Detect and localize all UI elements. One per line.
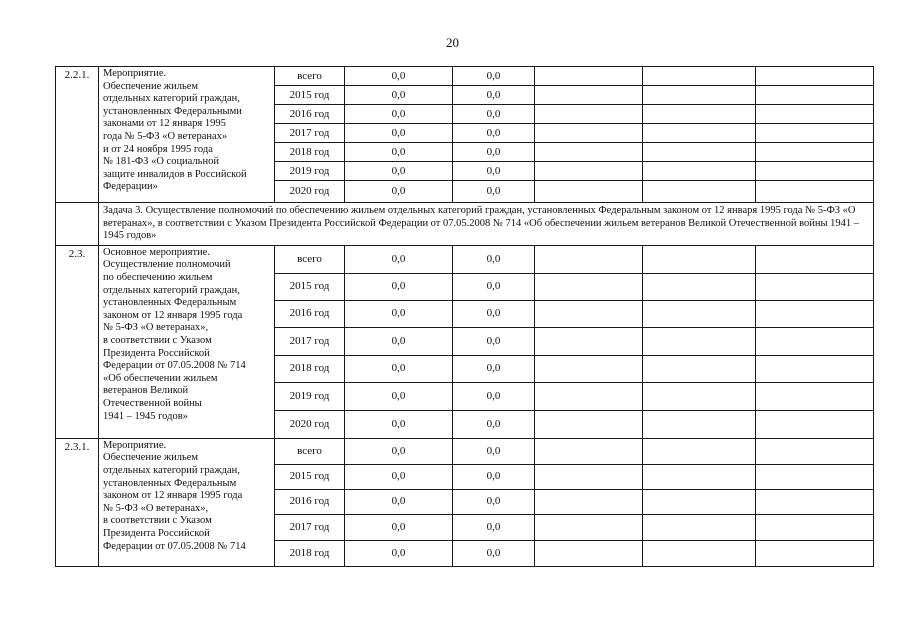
value-cell-2: 0,0 [453, 382, 535, 410]
empty-cell [535, 489, 643, 514]
empty-cell [756, 124, 874, 143]
empty-cell [756, 410, 874, 438]
value-cell-1: 0,0 [345, 86, 453, 105]
value-cell-1: 0,0 [345, 382, 453, 410]
empty-cell [643, 86, 756, 105]
value-cell-1: 0,0 [345, 540, 453, 566]
empty-cell [643, 124, 756, 143]
item-description: Основное мероприятие. Осуществление полномочий по обеспечению жильем отдельных категорий граждан, установленных Федеральным законом от 12 января 1995 года № 5-ФЗ «О ветеранах», в соответствии с Указом Президента Российской Федерации от 07.05.2008 № 714 «Об обеспечении жильем ветеранов Великой Отечественной войны 1941 – 1945 годов» [99, 245, 275, 438]
value-cell-2: 0,0 [453, 124, 535, 143]
empty-cell [535, 464, 643, 489]
period-cell: 2016 год [275, 300, 345, 327]
empty-cell [535, 410, 643, 438]
empty-cell [756, 273, 874, 300]
task-number-cell [56, 203, 99, 246]
value-cell-2: 0,0 [453, 300, 535, 327]
period-cell: 2018 год [275, 143, 345, 162]
period-cell: 2015 год [275, 86, 345, 105]
value-cell-1: 0,0 [345, 162, 453, 181]
empty-cell [756, 382, 874, 410]
value-cell-2: 0,0 [453, 327, 535, 355]
period-cell: 2016 год [275, 489, 345, 514]
value-cell-2: 0,0 [453, 86, 535, 105]
empty-cell [643, 245, 756, 273]
empty-cell [643, 67, 756, 86]
empty-cell [535, 540, 643, 566]
empty-cell [535, 245, 643, 273]
value-cell-1: 0,0 [345, 355, 453, 382]
empty-cell [643, 143, 756, 162]
empty-cell [643, 410, 756, 438]
value-cell-2: 0,0 [453, 181, 535, 203]
empty-cell [643, 540, 756, 566]
value-cell-1: 0,0 [345, 181, 453, 203]
empty-cell [643, 300, 756, 327]
empty-cell [756, 245, 874, 273]
value-cell-2: 0,0 [453, 410, 535, 438]
value-cell-2: 0,0 [453, 162, 535, 181]
empty-cell [643, 181, 756, 203]
empty-cell [535, 355, 643, 382]
period-cell: 2016 год [275, 105, 345, 124]
value-cell-2: 0,0 [453, 540, 535, 566]
empty-cell [756, 514, 874, 540]
task-row [56, 203, 874, 246]
empty-cell [756, 355, 874, 382]
task-text: Задача 3. Осуществление полномочий по обеспечению жильем отдельных категорий граждан, установленных Федеральным законом от 12 января 1995 года № 5-ФЗ «О ветеранах», в соответствии с Указом Президента Российской Федерации от 07.05.2008 № 714 «Об обеспечении жильем ветеранов Великой Отечественной войны 1941 – 1945 годов» [99, 203, 874, 246]
empty-cell [643, 355, 756, 382]
period-cell: 2019 год [275, 382, 345, 410]
empty-cell [535, 300, 643, 327]
value-cell-2: 0,0 [453, 105, 535, 124]
empty-cell [535, 327, 643, 355]
empty-cell [535, 438, 643, 464]
empty-cell [643, 105, 756, 124]
value-cell-1: 0,0 [345, 124, 453, 143]
period-cell: 2017 год [275, 124, 345, 143]
period-cell: всего [275, 438, 345, 464]
empty-cell [535, 162, 643, 181]
period-cell: 2015 год [275, 464, 345, 489]
value-cell-1: 0,0 [345, 410, 453, 438]
value-cell-1: 0,0 [345, 327, 453, 355]
empty-cell [643, 162, 756, 181]
value-cell-1: 0,0 [345, 514, 453, 540]
empty-cell [756, 181, 874, 203]
empty-cell [535, 105, 643, 124]
empty-cell [756, 327, 874, 355]
value-cell-2: 0,0 [453, 438, 535, 464]
value-cell-1: 0,0 [345, 464, 453, 489]
empty-cell [756, 489, 874, 514]
empty-cell [756, 162, 874, 181]
value-cell-1: 0,0 [345, 67, 453, 86]
period-cell: 2020 год [275, 181, 345, 203]
page-number: 20 [446, 35, 459, 50]
empty-cell [756, 67, 874, 86]
value-cell-1: 0,0 [345, 300, 453, 327]
empty-cell [535, 143, 643, 162]
empty-cell [535, 382, 643, 410]
period-cell: 2015 год [275, 273, 345, 300]
empty-cell [756, 143, 874, 162]
value-cell-1: 0,0 [345, 245, 453, 273]
empty-cell [756, 464, 874, 489]
empty-cell [643, 514, 756, 540]
program-table [55, 66, 874, 567]
empty-cell [643, 382, 756, 410]
period-cell: всего [275, 67, 345, 86]
period-cell: 2017 год [275, 514, 345, 540]
empty-cell [643, 327, 756, 355]
empty-cell [535, 86, 643, 105]
empty-cell [756, 300, 874, 327]
item-number: 2.3. [56, 245, 99, 438]
period-cell: всего [275, 245, 345, 273]
table-row [56, 438, 874, 464]
empty-cell [643, 489, 756, 514]
value-cell-2: 0,0 [453, 514, 535, 540]
value-cell-2: 0,0 [453, 355, 535, 382]
value-cell-2: 0,0 [453, 489, 535, 514]
empty-cell [643, 438, 756, 464]
period-cell: 2018 год [275, 540, 345, 566]
empty-cell [535, 514, 643, 540]
value-cell-2: 0,0 [453, 273, 535, 300]
value-cell-1: 0,0 [345, 105, 453, 124]
table-row [56, 67, 874, 86]
period-cell: 2017 год [275, 327, 345, 355]
empty-cell [756, 105, 874, 124]
value-cell-1: 0,0 [345, 489, 453, 514]
item-description: Мероприятие. Обеспечение жильем отдельных категорий граждан, установленных Федеральными законами от 12 января 1995 года № 5-ФЗ «О ветеранах» и от 24 ноября 1995 года № 181-ФЗ «О социальной защите инвалидов в Российской Федерации» [99, 67, 275, 203]
value-cell-2: 0,0 [453, 143, 535, 162]
empty-cell [535, 181, 643, 203]
empty-cell [643, 464, 756, 489]
period-cell: 2018 год [275, 355, 345, 382]
empty-cell [756, 540, 874, 566]
value-cell-1: 0,0 [345, 143, 453, 162]
value-cell-2: 0,0 [453, 67, 535, 86]
value-cell-1: 0,0 [345, 438, 453, 464]
item-number: 2.3.1. [56, 438, 99, 566]
empty-cell [756, 86, 874, 105]
item-description: Мероприятие. Обеспечение жильем отдельных категорий граждан, установленных Федеральным законом от 12 января 1995 года № 5-ФЗ «О ветеранах», в соответствии с Указом Президента Российской Федерации от 07.05.2008 № 714 [99, 438, 275, 566]
value-cell-2: 0,0 [453, 245, 535, 273]
table-row [56, 245, 874, 273]
value-cell-2: 0,0 [453, 464, 535, 489]
empty-cell [643, 273, 756, 300]
empty-cell [535, 67, 643, 86]
value-cell-1: 0,0 [345, 273, 453, 300]
period-cell: 2020 год [275, 410, 345, 438]
period-cell: 2019 год [275, 162, 345, 181]
empty-cell [535, 124, 643, 143]
empty-cell [535, 273, 643, 300]
item-number: 2.2.1. [56, 67, 99, 203]
empty-cell [756, 438, 874, 464]
